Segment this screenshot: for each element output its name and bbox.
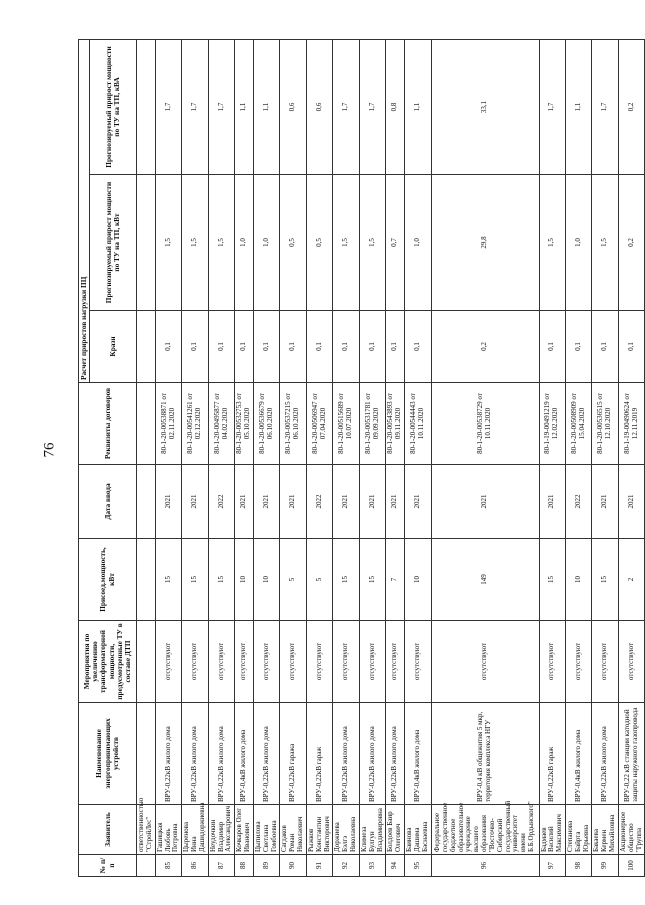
table-row bbox=[155, 39, 181, 876]
header-date: Дата ввода bbox=[79, 465, 137, 539]
cell-measures: отсутствуют bbox=[539, 621, 565, 703]
cell-devices bbox=[137, 703, 156, 805]
cell-devices: ВРУ-0,4кВ жилого дома bbox=[405, 703, 431, 805]
load-increase-table bbox=[78, 39, 645, 877]
cell-kvt: 0,2 bbox=[618, 175, 644, 311]
cell-date: 2022 bbox=[306, 465, 332, 539]
cell-num: 91 bbox=[306, 855, 332, 877]
cell-applicant: Федеральное государственное бюджетное образовательное учреждение высшего образования "Восточно-Сибирский государственный университет имени Б.Б.Ордынского" bbox=[431, 805, 539, 855]
cell-num: 94 bbox=[386, 855, 405, 877]
cell-kva: 1,7 bbox=[182, 39, 208, 174]
cell-kva: 1,1 bbox=[405, 39, 431, 174]
cell-contract: 80-1-20-00531781 от 09.09.2020 bbox=[359, 383, 385, 465]
table-row bbox=[431, 39, 539, 876]
cell-power: 15 bbox=[182, 539, 208, 621]
table-row bbox=[253, 39, 279, 876]
cell-applicant: Акционерное общество "Группа bbox=[618, 805, 644, 855]
cell-power: 7 bbox=[386, 539, 405, 621]
cell-kvt: 1,5 bbox=[155, 175, 181, 311]
cell-power: 5 bbox=[280, 539, 306, 621]
cell-kva bbox=[137, 39, 156, 174]
cell-date: 2021 bbox=[405, 465, 431, 539]
cell-date: 2021 bbox=[386, 465, 405, 539]
table-row bbox=[208, 39, 234, 876]
header-contract: Реквизиты договоров bbox=[79, 383, 137, 465]
cell-power: 10 bbox=[405, 539, 431, 621]
cell-applicant: ответственностью "СтройЛес" bbox=[137, 805, 156, 855]
cell-devices: ВРУ-0,22 кВ станции катодной защиты наружного газопровода bbox=[618, 703, 644, 805]
table-row bbox=[306, 39, 332, 876]
header-prirost-kvt: Прогнозируемый прирост мощности по ТУ на ТП, кВт bbox=[90, 175, 137, 311]
cell-date: 2021 bbox=[592, 465, 618, 539]
table-row bbox=[565, 39, 591, 876]
cell-devices: ВРУ-0,4кВ жилого дома bbox=[565, 703, 591, 805]
cell-measures: отсутствуют bbox=[280, 621, 306, 703]
cell-k: 0,1 bbox=[359, 311, 385, 383]
cell-k: 0,1 bbox=[235, 311, 254, 383]
cell-measures: отсутствуют bbox=[182, 621, 208, 703]
cell-num: 97 bbox=[539, 855, 565, 877]
cell-num: 95 bbox=[405, 855, 431, 877]
cell-kva: 1,1 bbox=[565, 39, 591, 174]
cell-kva: 1,1 bbox=[235, 39, 254, 174]
cell-date: 2021 bbox=[235, 465, 254, 539]
table-row bbox=[333, 39, 359, 876]
table-row bbox=[182, 39, 208, 876]
cell-applicant: Бакаева Кермен Михайловна bbox=[592, 805, 618, 855]
cell-kvt: 29,8 bbox=[431, 175, 539, 311]
cell-date: 2022 bbox=[565, 465, 591, 539]
cell-k bbox=[137, 311, 156, 383]
cell-contract: 80-1-19-00490624 от 12.11.2019 bbox=[618, 383, 644, 465]
cell-kva: 33,1 bbox=[431, 39, 539, 174]
cell-devices: ВРУ-0,22кВ гараж bbox=[306, 703, 332, 805]
cell-applicant: Сагдаков Роман Николаевич bbox=[280, 805, 306, 855]
cell-k: 0,1 bbox=[182, 311, 208, 383]
cell-measures: отсутствуют bbox=[359, 621, 385, 703]
cell-devices: ВРУ-0,22кВ жилого дома bbox=[182, 703, 208, 805]
cell-devices: ВРУ-0,22кВ гаража bbox=[280, 703, 306, 805]
cell-devices: ВРУ-0,22кВ жилого дома bbox=[333, 703, 359, 805]
header-measures: Мероприятия по увеличению трансформаторной мощности, предусмотренные ТУ в составе ДТП bbox=[79, 621, 137, 703]
cell-num: 99 bbox=[592, 855, 618, 877]
cell-power: 10 bbox=[565, 539, 591, 621]
cell-contract: 80-1-20-00508909 от 15.04.2020 bbox=[565, 383, 591, 465]
cell-k: 0,1 bbox=[280, 311, 306, 383]
cell-kva: 1,7 bbox=[208, 39, 234, 174]
cell-kvt: 1,0 bbox=[235, 175, 254, 311]
cell-contract: 80-1-20-00536679 от 06.10.2020 bbox=[253, 383, 279, 465]
cell-devices: ВРУ-0,4 кВ общежития 5 мкр, территория комплекса НГУ bbox=[431, 703, 539, 805]
cell-measures: отсутствуют bbox=[333, 621, 359, 703]
cell-kvt: 1,5 bbox=[539, 175, 565, 311]
cell-kvt: 0,5 bbox=[306, 175, 332, 311]
cell-contract: 80-1-20-00515689 от 10.07.2020 bbox=[333, 383, 359, 465]
cell-kva: 0,2 bbox=[618, 39, 644, 174]
cell-num: 96 bbox=[431, 855, 539, 877]
cell-contract: 80-1-20-00536515 от 12.10.2020 bbox=[592, 383, 618, 465]
header-devices: Наименование энергопринимающих устройств bbox=[79, 703, 137, 805]
cell-k: 0,1 bbox=[306, 311, 332, 383]
cell-date: 2021 bbox=[431, 465, 539, 539]
cell-num: 87 bbox=[208, 855, 234, 877]
cell-contract: 80-1-20-00543893 от 09.11.2020 bbox=[386, 383, 405, 465]
cell-num: 92 bbox=[333, 855, 359, 877]
cell-measures: отсутствуют bbox=[431, 621, 539, 703]
cell-measures: отсутствуют bbox=[405, 621, 431, 703]
cell-date: 2021 bbox=[155, 465, 181, 539]
cell-contract: 80-1-20-00541261 от 02.12.2020 bbox=[182, 383, 208, 465]
cell-applicant: Болдоев Баир Олегович bbox=[386, 805, 405, 855]
cell-contract: 80-1-20-00538871 от 02.11.2020 bbox=[155, 383, 181, 465]
table-row bbox=[280, 39, 306, 876]
cell-kvt: 0,7 bbox=[386, 175, 405, 311]
cell-contract: 80-1-20-00537215 от 06.10.2020 bbox=[280, 383, 306, 465]
cell-kva: 0,6 bbox=[280, 39, 306, 174]
cell-measures: отсутствуют bbox=[618, 621, 644, 703]
cell-applicant: Климеза Булгун Владимировна bbox=[359, 805, 385, 855]
cell-applicant: Гашицкая Любовь Петровна bbox=[155, 805, 181, 855]
page-number: 76 bbox=[41, 442, 58, 458]
cell-applicant: Доржиева Бэлгэ Николаевна bbox=[333, 805, 359, 855]
cell-applicant: Цыпилова Светлана Гомбоевна bbox=[253, 805, 279, 855]
cell-date: 2021 bbox=[182, 465, 208, 539]
cell-kvt: 1,5 bbox=[592, 175, 618, 311]
cell-k: 0,1 bbox=[208, 311, 234, 383]
cell-kvt: 1,5 bbox=[359, 175, 385, 311]
cell-devices: ВРУ-0,22кВ жилого дома bbox=[386, 703, 405, 805]
cell-devices: ВРУ-0,22кВ жилого дома bbox=[592, 703, 618, 805]
cell-devices: ВРУ-0,22кВ гараж bbox=[539, 703, 565, 805]
cell-applicant: Цыренова Инна Дашидоржиевна bbox=[182, 805, 208, 855]
cell-kvt: 1,5 bbox=[182, 175, 208, 311]
header-power: Присоед.мощность, кВт bbox=[79, 539, 137, 621]
cell-k: 0,1 bbox=[253, 311, 279, 383]
cell-date: 2021 bbox=[618, 465, 644, 539]
cell-kvt: 1,0 bbox=[405, 175, 431, 311]
cell-kvt: 1,0 bbox=[565, 175, 591, 311]
cell-num: 88 bbox=[235, 855, 254, 877]
cell-power: 15 bbox=[539, 539, 565, 621]
table-row bbox=[386, 39, 405, 876]
cell-power: 149 bbox=[431, 539, 539, 621]
cell-kvt: 0,5 bbox=[280, 175, 306, 311]
cell-date: 2021 bbox=[333, 465, 359, 539]
cell-devices: ВРУ-0,4кВ жилого дома bbox=[235, 703, 254, 805]
cell-contract: 80-1-20-00538729 от 10.11.2020 bbox=[431, 383, 539, 465]
cell-kva: 1,1 bbox=[253, 39, 279, 174]
cell-measures: отсутствуют bbox=[235, 621, 254, 703]
cell-k: 0,2 bbox=[431, 311, 539, 383]
cell-kva: 1,7 bbox=[155, 39, 181, 174]
cell-k: 0,1 bbox=[155, 311, 181, 383]
cell-date: 2021 bbox=[359, 465, 385, 539]
cell-kva: 1,7 bbox=[592, 39, 618, 174]
cell-power: 10 bbox=[253, 539, 279, 621]
cell-power: 2 bbox=[618, 539, 644, 621]
cell-k: 0,1 bbox=[618, 311, 644, 383]
cell-date: 2022 bbox=[208, 465, 234, 539]
cell-applicant: Степанова Байрта Юрьевна bbox=[565, 805, 591, 855]
cell-k: 0,1 bbox=[333, 311, 359, 383]
cell-k: 0,1 bbox=[592, 311, 618, 383]
cell-power: 15 bbox=[155, 539, 181, 621]
cell-k: 0,1 bbox=[539, 311, 565, 383]
cell-num bbox=[137, 855, 156, 877]
table-row bbox=[137, 39, 156, 876]
cell-applicant: Кочкаров Олег Иванович bbox=[235, 805, 254, 855]
cell-power bbox=[137, 539, 156, 621]
cell-measures: отсутствуют bbox=[253, 621, 279, 703]
cell-applicant: Баинова Дашима Баснаевна bbox=[405, 805, 431, 855]
cell-measures bbox=[137, 621, 156, 703]
header-prirost-kva: Прогнозируемый прирост мощности по ТУ на ТП, кВА bbox=[90, 39, 137, 174]
cell-contract: 80-1-20-00532753 от 05.10.2020 bbox=[235, 383, 254, 465]
cell-measures: отсутствуют bbox=[565, 621, 591, 703]
cell-num: 85 bbox=[155, 855, 181, 877]
cell-power: 10 bbox=[235, 539, 254, 621]
rotated-table-area bbox=[78, 40, 643, 877]
table-body bbox=[137, 39, 645, 876]
cell-measures: отсутствуют bbox=[592, 621, 618, 703]
cell-num: 90 bbox=[280, 855, 306, 877]
cell-date: 2021 bbox=[253, 465, 279, 539]
cell-kva: 1,7 bbox=[539, 39, 565, 174]
table-row bbox=[592, 39, 618, 876]
cell-kva: 0,6 bbox=[306, 39, 332, 174]
cell-power: 5 bbox=[306, 539, 332, 621]
cell-num: 98 bbox=[565, 855, 591, 877]
cell-k: 0,1 bbox=[386, 311, 405, 383]
cell-power: 15 bbox=[333, 539, 359, 621]
table-row bbox=[405, 39, 431, 876]
cell-kva: 1,7 bbox=[333, 39, 359, 174]
cell-k: 0,1 bbox=[565, 311, 591, 383]
table-row bbox=[539, 39, 565, 876]
cell-date bbox=[137, 465, 156, 539]
cell-applicant: Бадмаев Василий Максимович bbox=[539, 805, 565, 855]
cell-measures: отсутствуют bbox=[208, 621, 234, 703]
cell-kvt: 1,5 bbox=[208, 175, 234, 311]
cell-contract: 80-1-20-00544443 от 10.11.2020 bbox=[405, 383, 431, 465]
cell-power: 15 bbox=[359, 539, 385, 621]
cell-measures: отсутствуют bbox=[306, 621, 332, 703]
cell-contract: 80-1-20-00495877 от 04.02.2020 bbox=[208, 383, 234, 465]
header-kraz: Кразн bbox=[90, 311, 137, 383]
table-row bbox=[235, 39, 254, 876]
cell-num: 93 bbox=[359, 855, 385, 877]
cell-power: 15 bbox=[208, 539, 234, 621]
cell-num: 89 bbox=[253, 855, 279, 877]
cell-k: 0,1 bbox=[405, 311, 431, 383]
cell-applicant: Рыжков Константин Викторович bbox=[306, 805, 332, 855]
cell-date: 2021 bbox=[539, 465, 565, 539]
cell-kvt: 1,5 bbox=[333, 175, 359, 311]
cell-devices: ВРУ-0,22кВ жилого дома bbox=[359, 703, 385, 805]
cell-devices: ВРУ-0,22кВ жилого дома bbox=[208, 703, 234, 805]
cell-num: 86 bbox=[182, 855, 208, 877]
header-applicant: Заявитель bbox=[79, 805, 137, 855]
cell-applicant: Неудочкин Владимир Александрович bbox=[208, 805, 234, 855]
cell-devices: ВРУ-0,22кВ жилого дома bbox=[253, 703, 279, 805]
cell-devices: ВРУ-0,22кВ жилого дома bbox=[155, 703, 181, 805]
cell-num: 100 bbox=[618, 855, 644, 877]
header-num: № п/п bbox=[79, 855, 137, 877]
header-group: Расчет приростов нагрузки ПЦ bbox=[79, 39, 90, 382]
cell-contract: 80-1-20-00506947 от 07.04.2020 bbox=[306, 383, 332, 465]
cell-kvt bbox=[137, 175, 156, 311]
table-row bbox=[359, 39, 385, 876]
cell-power: 15 bbox=[592, 539, 618, 621]
cell-contract: 80-1-19-00491219 от 12.02.2020 bbox=[539, 383, 565, 465]
cell-kva: 1,7 bbox=[359, 39, 385, 174]
cell-measures: отсутствуют bbox=[386, 621, 405, 703]
cell-kva: 0,8 bbox=[386, 39, 405, 174]
cell-kvt: 1,0 bbox=[253, 175, 279, 311]
cell-date: 2021 bbox=[280, 465, 306, 539]
cell-measures: отсутствуют bbox=[155, 621, 181, 703]
table-row bbox=[618, 39, 644, 876]
cell-contract bbox=[137, 383, 156, 465]
